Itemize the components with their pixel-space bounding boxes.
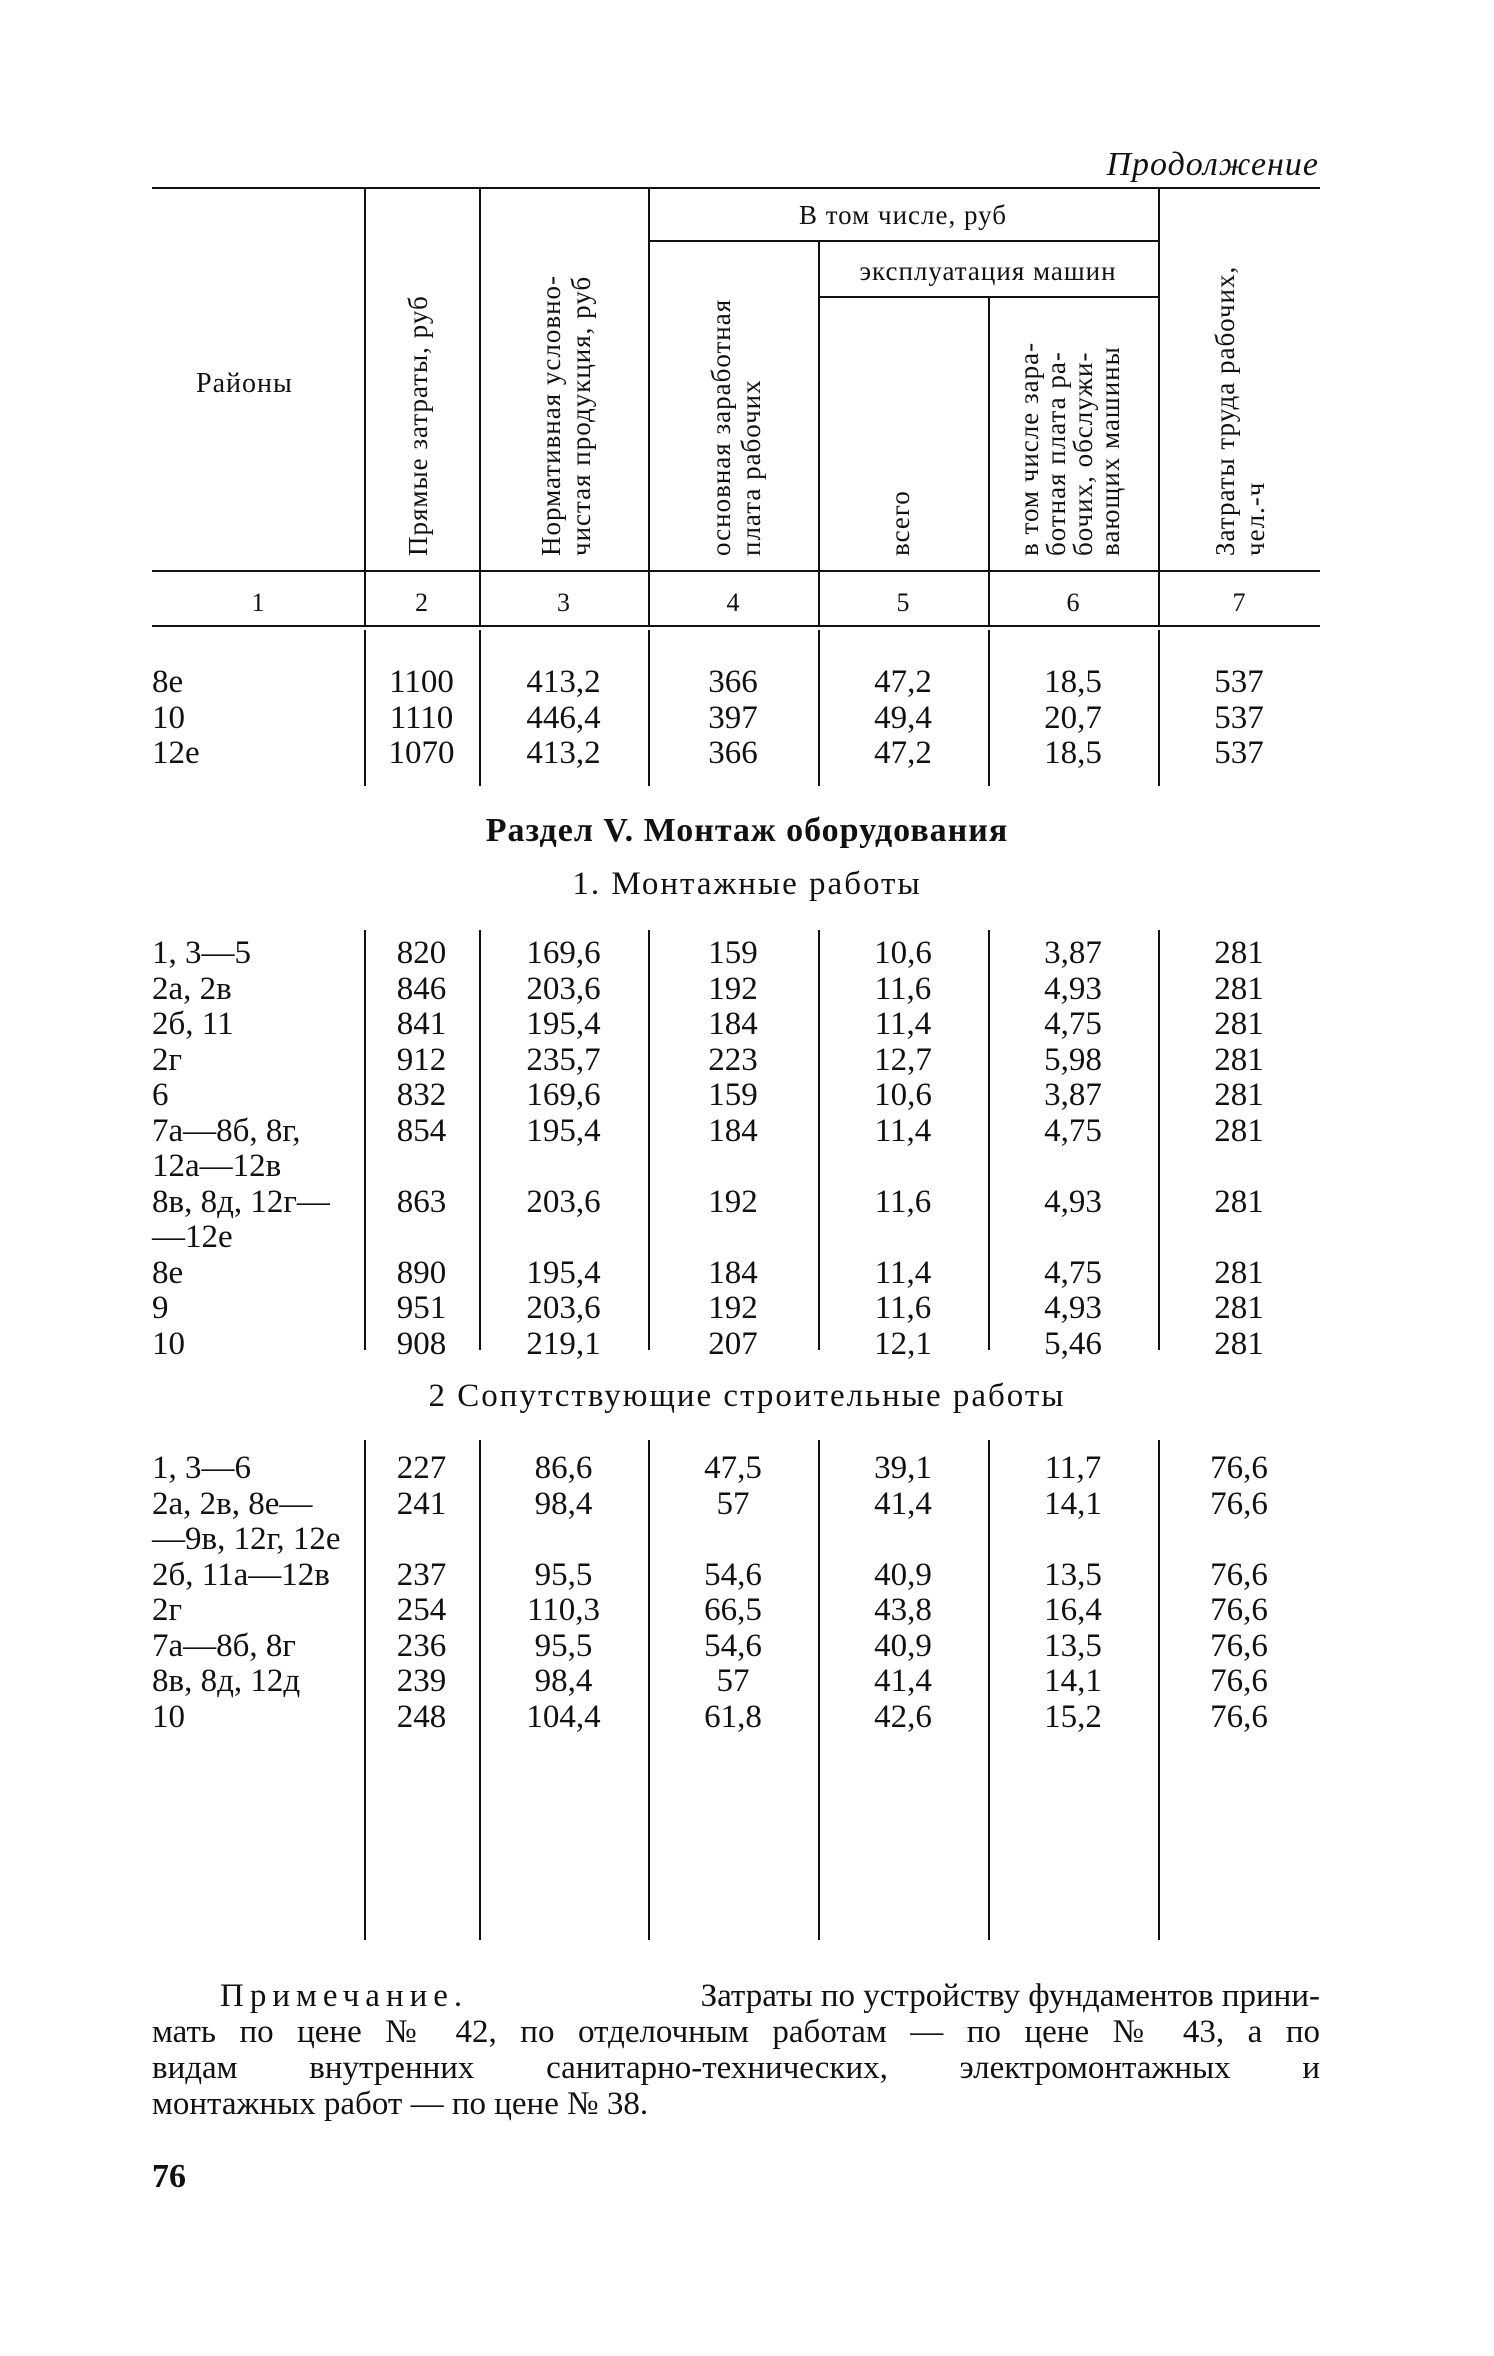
value-cell: 281 [1214, 1183, 1264, 1220]
value-cell: 76,6 [1210, 1698, 1268, 1735]
value-cell: 10,6 [874, 935, 932, 971]
value-cell: 11,7 [1044, 1450, 1102, 1486]
value-cell: 203,6 [526, 1183, 601, 1220]
header-direct-costs: Прямые затраты, руб [403, 295, 433, 556]
value-cell: 4,93 [1044, 970, 1102, 1007]
value-cell: 14,1 [1044, 1485, 1102, 1522]
table-row [0, 1255, 1494, 1291]
note-line-4: монтажных работ — по цене № 38. [152, 2086, 649, 2122]
region-cell: 2г [152, 1592, 183, 1628]
value-cell: 281 [1214, 1254, 1264, 1291]
value-cell: 281 [1214, 1006, 1264, 1042]
table-row [0, 664, 1494, 700]
value-cell: 413,2 [526, 664, 601, 700]
region-cell: 2г [152, 1041, 183, 1078]
region-cell: 2б, 11 [152, 1006, 234, 1042]
value-cell: 397 [708, 699, 758, 736]
value-cell: 4,93 [1044, 1290, 1102, 1326]
value-cell: 912 [396, 1041, 447, 1078]
value-cell: 10,6 [874, 1077, 932, 1113]
value-cell: 203,6 [526, 1290, 601, 1326]
region-cell: 8е [152, 1254, 184, 1291]
value-cell: 192 [708, 970, 758, 1007]
table-row [0, 1219, 1494, 1255]
value-cell: 4,93 [1044, 1183, 1102, 1220]
region-cell: 2б, 11а—12в [152, 1556, 330, 1593]
value-cell: 184 [708, 1006, 758, 1042]
region-cell: —9в, 12г, 12е [152, 1521, 341, 1557]
note-text-1: Затраты по устройству фундаментов прини- [700, 1978, 1320, 2014]
value-cell: 908 [396, 1325, 447, 1362]
region-cell: 7а—8б, 8г [152, 1627, 296, 1664]
value-cell: 11,6 [874, 1183, 932, 1220]
value-cell: 863 [396, 1183, 447, 1220]
value-cell: 446,4 [526, 699, 601, 736]
header-machine-wages-line1: в том числе зара- [1014, 341, 1044, 556]
value-cell: 159 [708, 1077, 758, 1113]
note-line-3: видам внутренних санитарно-технических, электромонтажных и [152, 2050, 1320, 2086]
value-cell: 5,98 [1044, 1041, 1102, 1078]
value-cell: 235,7 [526, 1041, 601, 1078]
value-cell: 846 [396, 970, 447, 1007]
value-cell: 15,2 [1044, 1698, 1102, 1735]
value-cell: 195,4 [526, 1006, 601, 1042]
note-label: Примечание. [220, 1978, 469, 2014]
value-cell: 39,1 [874, 1450, 932, 1486]
header-normative-product [536, 275, 596, 556]
region-cell: 8в, 8д, 12г— [152, 1183, 330, 1220]
value-cell: 281 [1214, 1041, 1264, 1078]
page-number: 76 [152, 2158, 186, 2195]
column-number: 6 [1066, 588, 1080, 617]
note-line-2: мать по цене № 42, по отделочным работам — по цене № 43, а по [152, 2014, 1320, 2050]
column-numbers-row [0, 585, 1494, 621]
table-row [0, 1077, 1494, 1113]
column-number: 2 [415, 588, 428, 617]
table-row [0, 1521, 1494, 1557]
value-cell: 18,5 [1044, 735, 1102, 771]
value-cell: 537 [1214, 735, 1264, 771]
value-cell: 281 [1214, 1077, 1264, 1113]
value-cell: 11,4 [874, 1254, 932, 1291]
value-cell: 4,75 [1044, 1006, 1102, 1042]
header-base-wages [706, 299, 766, 556]
value-cell: 98,4 [534, 1485, 593, 1522]
region-cell: 12е [152, 735, 200, 771]
value-cell: 57 [716, 1485, 750, 1522]
value-cell: 104,4 [526, 1698, 601, 1735]
region-cell: 6 [152, 1077, 169, 1113]
table-row [0, 1486, 1494, 1522]
value-cell: 281 [1214, 935, 1264, 971]
value-cell: 61,8 [704, 1698, 762, 1735]
header-machine-operation: эксплуатация машин [859, 256, 1117, 286]
column-number: 1 [251, 588, 265, 617]
value-cell: 76,6 [1210, 1663, 1268, 1699]
value-cell: 18,5 [1044, 664, 1102, 700]
header-regions: Районы [196, 368, 293, 399]
value-cell: 76,6 [1210, 1485, 1268, 1522]
value-cell: 11,6 [874, 970, 932, 1007]
value-cell: 854 [396, 1112, 447, 1149]
value-cell: 366 [708, 664, 758, 700]
value-cell: 4,75 [1044, 1254, 1102, 1291]
value-cell: 47,2 [874, 735, 932, 771]
group-rule [648, 240, 1158, 242]
value-cell: 110,3 [526, 1592, 601, 1628]
header-labor-costs-line1: Затраты труда рабочих, [1210, 265, 1240, 556]
value-cell: 76,6 [1210, 1556, 1268, 1593]
value-cell: 223 [708, 1041, 758, 1078]
value-cell: 14,1 [1044, 1663, 1102, 1699]
table-row [0, 1592, 1494, 1628]
value-cell: 49,4 [874, 699, 932, 736]
value-cell: 40,9 [874, 1556, 932, 1593]
table-row [0, 1148, 1494, 1184]
region-cell: 7а—8б, 8г, [152, 1112, 301, 1149]
header-labor-costs-line2: чел.-ч [1240, 481, 1270, 556]
value-cell: 192 [708, 1290, 758, 1326]
value-cell: 12,7 [874, 1041, 932, 1078]
table-row [0, 1557, 1494, 1593]
value-cell: 413,2 [526, 735, 601, 771]
header-base-wages-line1: основная заработная [706, 298, 736, 556]
value-cell: 5,46 [1044, 1325, 1102, 1362]
value-cell: 207 [708, 1325, 758, 1362]
column-number: 7 [1232, 588, 1246, 617]
region-cell: 10 [152, 699, 185, 736]
value-cell: 890 [396, 1254, 447, 1291]
region-cell: —12е [152, 1219, 233, 1255]
header-labor-costs [1210, 266, 1270, 556]
value-cell: 86,6 [534, 1450, 593, 1486]
table-row [0, 1699, 1494, 1735]
table-row [0, 1290, 1494, 1326]
column-number: 3 [557, 588, 570, 617]
value-cell: 13,5 [1044, 1627, 1102, 1664]
value-cell: 54,6 [704, 1556, 762, 1593]
table-row [0, 1628, 1494, 1664]
region-cell: 10 [152, 1698, 185, 1735]
value-cell: 95,5 [534, 1556, 593, 1593]
table-row [0, 935, 1494, 971]
table-row [0, 1042, 1494, 1078]
value-cell: 169,6 [526, 1077, 601, 1113]
region-cell: 10 [152, 1325, 185, 1362]
continuation-label: Продолжение [1106, 146, 1319, 183]
table-row [0, 1326, 1494, 1362]
region-cell: 1, 3—5 [152, 935, 251, 971]
header-vline-5 [988, 296, 990, 625]
value-cell: 13,5 [1044, 1556, 1102, 1593]
value-cell: 219,1 [526, 1325, 601, 1362]
value-cell: 236 [396, 1627, 447, 1664]
value-cell: 41,4 [874, 1485, 932, 1522]
column-number: 5 [896, 588, 910, 617]
note-line-1 [152, 1978, 1320, 2014]
value-cell: 3,87 [1044, 1077, 1102, 1113]
value-cell: 12,1 [874, 1325, 932, 1362]
value-cell: 11,4 [874, 1112, 932, 1149]
value-cell: 195,4 [526, 1112, 601, 1149]
value-cell: 4,75 [1044, 1112, 1102, 1149]
value-cell: 281 [1214, 970, 1264, 1007]
value-cell: 76,6 [1210, 1627, 1268, 1664]
value-cell: 57 [716, 1663, 750, 1699]
value-cell: 98,4 [534, 1663, 593, 1699]
header-total: всего [885, 490, 915, 556]
value-cell: 76,6 [1210, 1592, 1268, 1628]
value-cell: 47,5 [704, 1450, 762, 1486]
region-cell: 9 [152, 1290, 169, 1326]
value-cell: 95,5 [534, 1627, 593, 1664]
value-cell: 239 [396, 1663, 447, 1699]
header-vline-2 [479, 187, 481, 625]
header-vline-3 [648, 187, 650, 625]
value-cell: 227 [396, 1450, 447, 1486]
header-machine-wages-line2: ботная плата ра- [1041, 351, 1071, 556]
value-cell: 1100 [389, 664, 454, 700]
value-cell: 237 [396, 1556, 447, 1593]
value-cell: 3,87 [1044, 935, 1102, 971]
value-cell: 951 [396, 1290, 447, 1326]
table-row [0, 735, 1494, 771]
column-number: 4 [726, 588, 740, 617]
value-cell: 281 [1214, 1290, 1264, 1326]
header-vline-1 [364, 187, 366, 625]
header-base-wages-line2: плата рабочих [736, 379, 766, 556]
value-cell: 184 [708, 1112, 758, 1149]
table-row [0, 1113, 1494, 1149]
value-cell: 20,7 [1044, 699, 1102, 736]
table-row [0, 1450, 1494, 1486]
header-normative-product-line1: Нормативная условно- [536, 274, 566, 556]
section-title: Раздел V. Монтаж оборудования [485, 812, 1009, 849]
table-row [0, 1006, 1494, 1042]
header-machine-wages [1016, 342, 1124, 556]
value-cell: 40,9 [874, 1627, 932, 1664]
note-block [152, 1978, 1320, 2122]
subsection-title-1: 1. Монтажные работы [572, 866, 922, 902]
region-cell: 1, 3—6 [152, 1450, 251, 1486]
region-cell: 8е [152, 664, 184, 700]
header-vline-4 [818, 240, 820, 625]
value-cell: 281 [1214, 1325, 1264, 1362]
value-cell: 42,6 [874, 1698, 932, 1735]
value-cell: 203,6 [526, 970, 601, 1007]
value-cell: 841 [396, 1006, 447, 1042]
table-row [0, 971, 1494, 1007]
value-cell: 76,6 [1210, 1450, 1268, 1486]
value-cell: 820 [396, 935, 447, 971]
table-row [0, 1663, 1494, 1699]
numbers-bottom-rule [152, 625, 1320, 627]
value-cell: 254 [396, 1592, 447, 1628]
value-cell: 195,4 [526, 1254, 601, 1291]
header-machine-wages-line4: вающих машины [1095, 346, 1125, 556]
value-cell: 366 [708, 735, 758, 771]
table-top-rule [152, 187, 1320, 189]
header-bottom-rule [152, 570, 1320, 572]
value-cell: 66,5 [704, 1592, 762, 1628]
header-including-group: В том числе, руб [798, 200, 1008, 230]
value-cell: 159 [708, 935, 758, 971]
region-cell: 2а, 2в, 8е— [152, 1485, 313, 1522]
region-cell: 8в, 8д, 12д [152, 1663, 301, 1699]
value-cell: 192 [708, 1183, 758, 1220]
value-cell: 43,8 [874, 1592, 932, 1628]
value-cell: 281 [1214, 1112, 1264, 1149]
subsection-title-2: 2 Сопутствующие строительные работы [428, 1378, 1066, 1414]
value-cell: 1070 [388, 735, 455, 771]
table-row [0, 1184, 1494, 1220]
region-cell: 2а, 2в [152, 970, 232, 1007]
region-cell: 12а—12в [152, 1148, 282, 1184]
value-cell: 537 [1214, 664, 1264, 700]
value-cell: 832 [396, 1077, 447, 1113]
value-cell: 47,2 [874, 664, 932, 700]
header-normative-product-line2: чистая продукция, руб [566, 275, 596, 556]
value-cell: 54,6 [704, 1627, 762, 1664]
value-cell: 248 [396, 1698, 447, 1735]
value-cell: 241 [396, 1485, 447, 1522]
value-cell: 169,6 [526, 935, 601, 971]
table-row [0, 700, 1494, 736]
value-cell: 184 [708, 1254, 758, 1291]
header-vline-6 [1158, 187, 1160, 625]
value-cell: 11,4 [874, 1006, 932, 1042]
value-cell: 11,6 [874, 1290, 932, 1326]
value-cell: 16,4 [1044, 1592, 1102, 1628]
value-cell: 537 [1214, 699, 1264, 736]
value-cell: 41,4 [874, 1663, 932, 1699]
value-cell: 1110 [389, 699, 454, 736]
header-machine-wages-line3: бочих, обслужи- [1068, 351, 1098, 556]
